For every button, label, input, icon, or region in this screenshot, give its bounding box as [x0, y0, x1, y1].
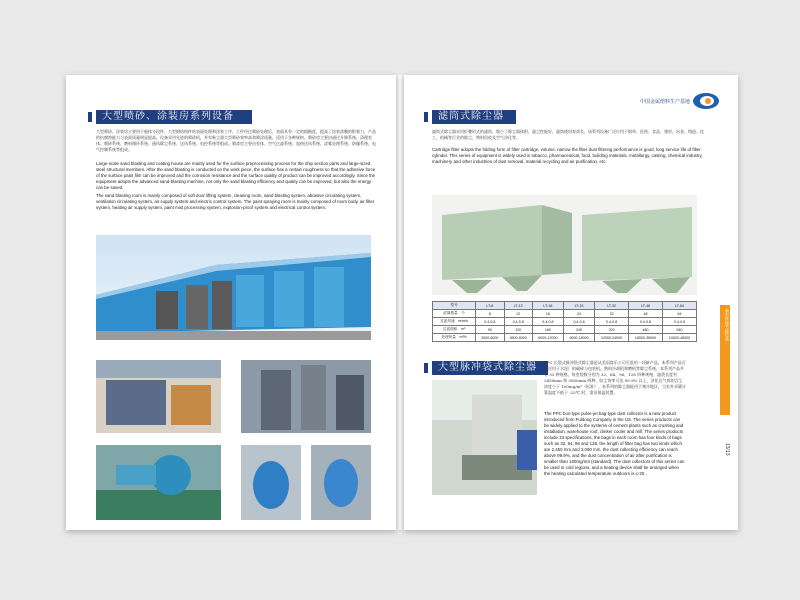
page-number: 13/13: [724, 443, 730, 456]
spec-table-cell: LT-64: [662, 302, 696, 310]
spec-table-cell: 120: [504, 326, 532, 334]
spec-table-cell: 0.4-0.8: [662, 318, 696, 326]
spec-table-cell: 6000-12000: [532, 334, 563, 342]
spec-table-cell: LT-16: [532, 302, 563, 310]
left-en-paragraph-2: The sand blasting room is mainly composed of soft door lifting system, cleaning room, sand blasting system, abrasive circulating system, ventilation circulating system, air supply system and electric control system. The paint spraying room is mainly composed of room body, air filter system, heating air supply system, paint mist processing system, explosion-proof system and electrical control system.: [96, 193, 375, 210]
spec-table-cell: 90: [476, 326, 504, 334]
spec-table-cell: LT-8: [476, 302, 504, 310]
spec-table-cell: 12000-24000: [595, 334, 629, 342]
spec-table-cell: 24000-48000: [662, 334, 696, 342]
spec-table-header-row: [433, 302, 697, 310]
cartridge-filter-photo: [432, 195, 697, 295]
spec-table-cell: 0.4-0.8: [595, 318, 629, 326]
left-en-paragraph-1: Large-scale sand blasting and coating house are mainly used for the surface preprocessing process for the ship section parts and large-sized steel structural members. After the sand blasting is conducted on the work piece, the surface has a certain roughness so that the adhesive force of the surface paint film can be improved and the corrosion resistance and the surface quality of product can be improved accordingly. Since the equipment adopts the advanced sand-blasting machine, not only the sand blasting efficiency and quality can be improved, but also the energy can be saved.: [96, 161, 376, 190]
spec-table-row: [433, 310, 697, 318]
side-tab-text: 新型环保节能设备: [725, 309, 730, 341]
brand-text: 中国金属熔料生产基地: [639, 99, 690, 105]
spec-table-cell: 48: [629, 310, 663, 318]
spec-table-cell: 8: [476, 310, 504, 318]
spec-table-cell: 640: [662, 326, 696, 334]
spec-table-cell: 480: [629, 326, 663, 334]
workshop-photo-2: [241, 360, 371, 433]
spec-table-cell: 0.4-0.8: [504, 318, 532, 326]
spec-table-cell: 滤筒数量 个: [433, 310, 476, 318]
spec-table-cell: LT-32: [595, 302, 629, 310]
left-zh-paragraph: 大型喷砂、涂装房主要用于船体分段件、大型钢结构件的表面处理和涂装工序，工件经过喷砂处理后，表面具有一定的粗糙度，提高了涂装漆膜的附着力，产品的抗腐蚀能力与表面质量明显提高。设备采用先进的喷砂机，并有吸尘器大型喷砂效率高和喷涂质量，适用于各种规格。喷砂房主要由通过升降系统、清理室体、喷砂系统、磨料循环系统、通风除尘系统、送风系统、电控系统等组成。喷漆房主要由室体、空气过滤系统、加热送风系统、漆雾处理系统、防爆系统、电气控制系统等组成。: [96, 129, 376, 152]
workshop-photo-1: [96, 360, 221, 433]
spec-table-cell: 0.4-0.8: [629, 318, 663, 326]
pulse-bag-en-paragraph: The PPC box-type pulse-jet bag-type dust collector is a new product introduced from Fuldong Company in the US. The series products can be widely applied to the systems of cement plants such as crushing and installation, warehouse roof, clinker cooler and mill. The series products include 33 specifications, the bags in each room has four kinds of bags such as 32, 64, 96 and 128, the length of filter bag has two kinds which are 2,450 mm and 3,060 mm, the dust collecting efficiency can reach above 99.9%, and the dust concentration of air after purification is smaller than 100mg/m3 (standard). The dust collectors of this series can be used in cold regions, and a heating device shall be arranged when the heating calculated temperature outdoors is ≤-25 .: [544, 411, 685, 476]
spec-table-row: [433, 318, 697, 326]
spec-table-cell: 160: [532, 326, 563, 334]
spec-table-cell: 4500-9000: [504, 334, 532, 342]
spec-table-cell: 型号: [433, 302, 476, 310]
spec-table-cell: 0.4-0.8: [476, 318, 504, 326]
cartridge-en-paragraph: Cartridge filter adopts the folding form of filter cartridge, volume, narrow the filter dust filtering performance is good, long service life of filter cylinder. This series of equipment is widely used in tobacco, pharmaceutical, food, building materials, metallurgy, casting, chemical industry, machinery and other industries of dust removal, material recycling and air purification, etc.: [432, 147, 703, 164]
spec-table-row: [433, 334, 697, 342]
duct-equipment-photo: [96, 445, 221, 520]
spec-table-cell: 9000-18000: [563, 334, 594, 342]
spec-table-cell: 240: [563, 326, 594, 334]
cartridge-filter-title: 滤筒式除尘器: [432, 110, 516, 124]
spec-table-cell: 处理风量 m³/h: [433, 334, 476, 342]
spec-table-cell: 0.4-0.8: [563, 318, 594, 326]
left-page: [66, 75, 396, 530]
spec-table-cell: 3000-6000: [476, 334, 504, 342]
spec-table-cell: LT-48: [629, 302, 663, 310]
spec-table-cell: 64: [662, 310, 696, 318]
spec-table-cell: 过滤面积 m²: [433, 326, 476, 334]
right-page: [404, 75, 738, 530]
tank-equipment-photo-2: [311, 445, 371, 520]
spec-table-cell: 12: [504, 310, 532, 318]
spec-table-cell: LT-12: [504, 302, 532, 310]
cartridge-spec-table: [432, 301, 697, 342]
sandblasting-house-photo: [96, 235, 371, 340]
spec-table-cell: 18000-36000: [629, 334, 663, 342]
spec-table-cell: LT-24: [563, 302, 594, 310]
spec-table-row: [433, 326, 697, 334]
spec-table-cell: 24: [563, 310, 594, 318]
company-logo: [692, 92, 720, 110]
pulse-bag-collector-photo: [432, 380, 537, 495]
spec-table-cell: 320: [595, 326, 629, 334]
spec-table-cell: 0.4-0.8: [532, 318, 563, 326]
left-section-title: 大型喷砂、涂装房系列设备: [96, 110, 252, 124]
cartridge-zh-paragraph: 滤筒式除尘器采用折叠形式的滤筒，缩小了除尘器体积，滤尘性能好，滤筒使用寿命长，该系列设备广泛应用于烟草、医药、食品、建材、冶金、铸造、化工、机械等行业的除尘、物料回收及空气净化等。: [432, 129, 704, 140]
pulse-bag-zh-paragraph: PPC 长袋式脉冲袋式除尘器是从美国富乐公司引进的一项新产品，本系列产品可广泛用于水泥厂的破碎与包装机，熟料冷却机和磨机等除尘系统，本系列产品共有 33 种规格。每室袋数分别为 32、64、96、128 四种规格，滤袋长度有 2450mm 和 3060mm 两种，收尘效率可达 99.9% 以上，净化后气体的含尘浓度小于 100mg/m³（标准）。本系列的除尘器能用于寒冷地区，当室外采暖计算温度不低于 -25℃ 时，需设保温装置。: [544, 360, 687, 395]
spec-table-cell: 32: [595, 310, 629, 318]
tank-equipment-photo-1: [241, 445, 301, 520]
spec-table-cell: 16: [532, 310, 563, 318]
spec-table-cell: 过滤风速 m/min: [433, 318, 476, 326]
pulse-bag-title: 大型脉冲袋式除尘器: [432, 361, 548, 375]
